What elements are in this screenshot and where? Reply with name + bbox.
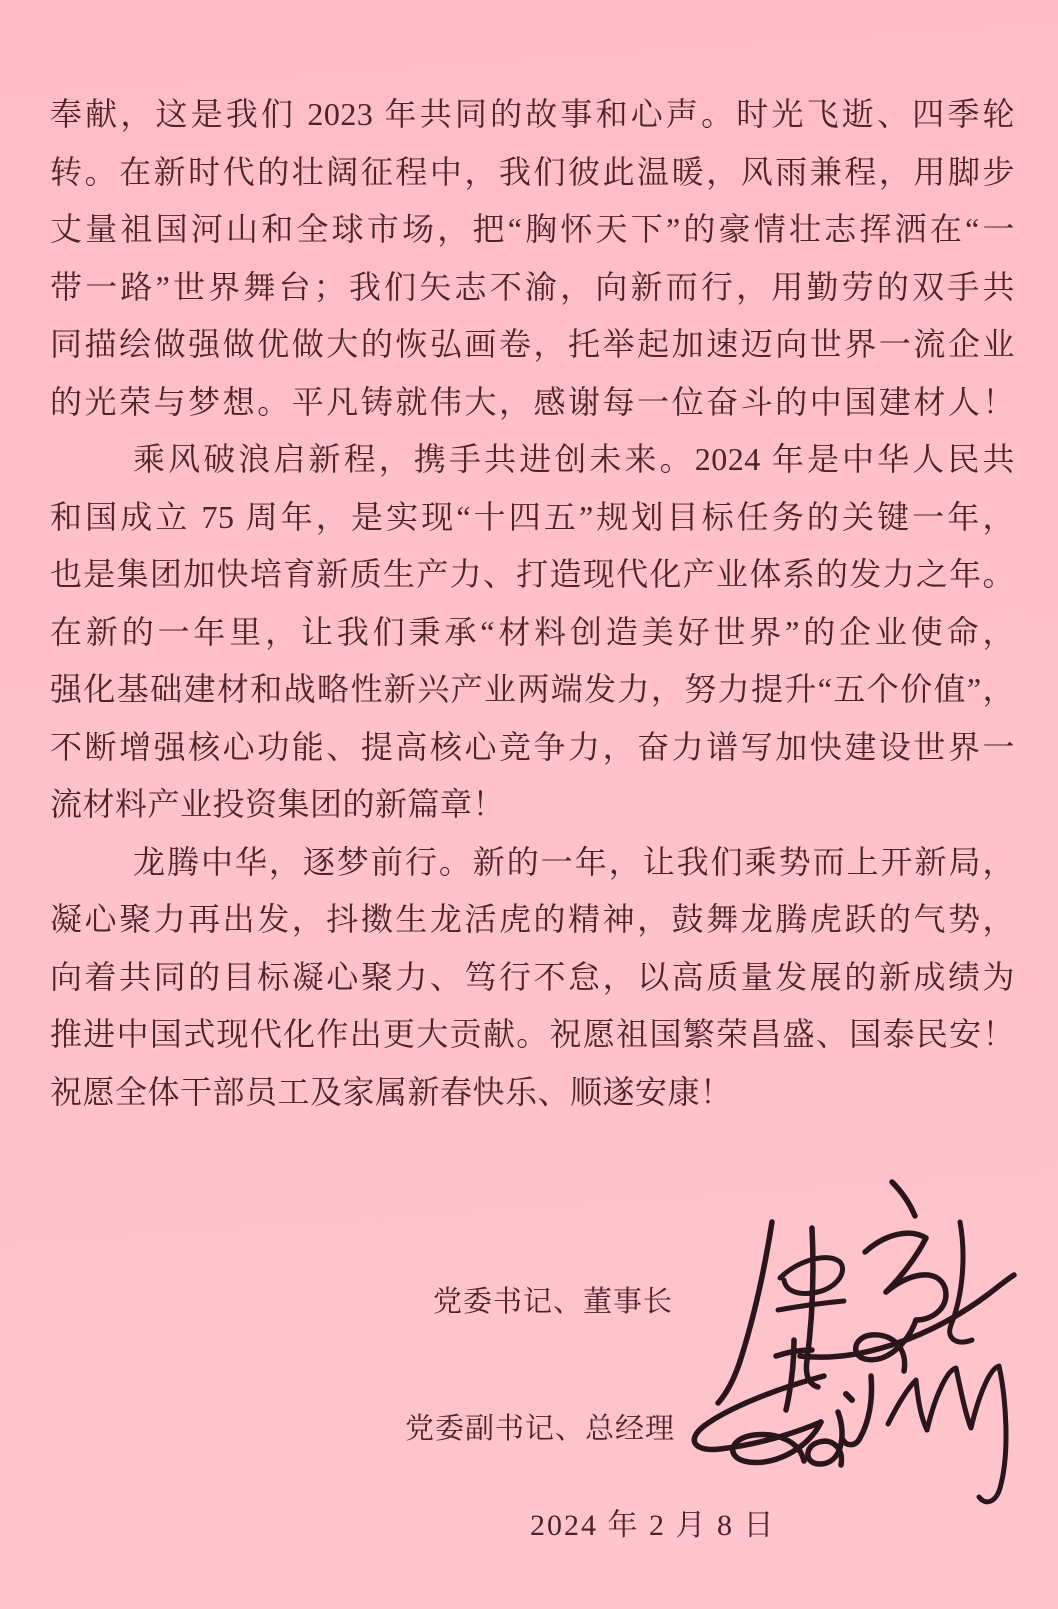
letter-line: 的光荣与梦想。平凡铸就伟大，感谢每一位奋斗的中国建材人！ (50, 383, 1015, 420)
letter-line: 奉献，这是我们 2023 年共同的故事和心声。时光飞逝、四季轮 (50, 96, 1015, 132)
general-manager-handwritten-signature (628, 1328, 1028, 1518)
letter-line: 祝愿全体干部员工及家属新春快乐、顺遂安康！ (50, 1073, 733, 1110)
letter-line: 同描绘做强做优做大的恢弘画卷，托举起加速迈向世界一流企业 (50, 326, 1015, 362)
chairman-handwritten-signature (660, 1160, 1020, 1430)
letter-line: 乘风破浪启新程，携手共进创未来。2024 年是中华人民共 (133, 441, 1015, 477)
general-manager-title-label: 党委副书记、总经理 (405, 1413, 676, 1445)
letter-line: 龙腾中华，逐梦前行。新的一年，让我们乘势而上开新局， (133, 843, 1015, 880)
letter-line: 强化基础建材和战略性新兴产业两端发力，努力提升“五个价值”， (50, 671, 1015, 707)
letter-line: 转。在新时代的壮阔征程中，我们彼此温暖，风雨兼程，用脚步 (50, 153, 1015, 190)
letter-line: 流材料产业投资集团的新篇章！ (50, 786, 506, 822)
letter-line: 在新的一年里，让我们秉承“材料创造美好世界”的企业使命， (50, 613, 1015, 650)
letter-line: 向着共同的目标凝心聚力、笃行不怠，以高质量发展的新成绩为 (50, 958, 1015, 995)
letter-line: 不断增强核心功能、提高核心竞争力，奋力谱写加快建设世界一 (50, 728, 1015, 765)
letter-body (50, 86, 1015, 1121)
letter-date: 2024 年 2 月 8 日 (530, 1509, 776, 1542)
letter-line: 和国成立 75 周年，是实现“十四五”规划目标任务的关键一年， (50, 498, 1015, 535)
letter-line: 也是集团加快培育新质生产力、打造现代化产业体系的发力之年。 (50, 556, 1015, 592)
letter-line: 凝心聚力再出发，抖擞生龙活虎的精神，鼓舞龙腾虎跃的气势， (50, 901, 1015, 937)
chairman-title-label: 党委书记、董事长 (433, 1286, 674, 1318)
letter-line: 带一路”世界舞台；我们矢志不渝，向新而行，用勤劳的双手共 (50, 268, 1015, 305)
letter-line: 丈量祖国河山和全球市场，把“胸怀天下”的豪情壮志挥洒在“一 (50, 211, 1015, 247)
letter-line: 推进中国式现代化作出更大贡献。祝愿祖国繁荣昌盛、国泰民安！ (50, 1016, 1015, 1052)
